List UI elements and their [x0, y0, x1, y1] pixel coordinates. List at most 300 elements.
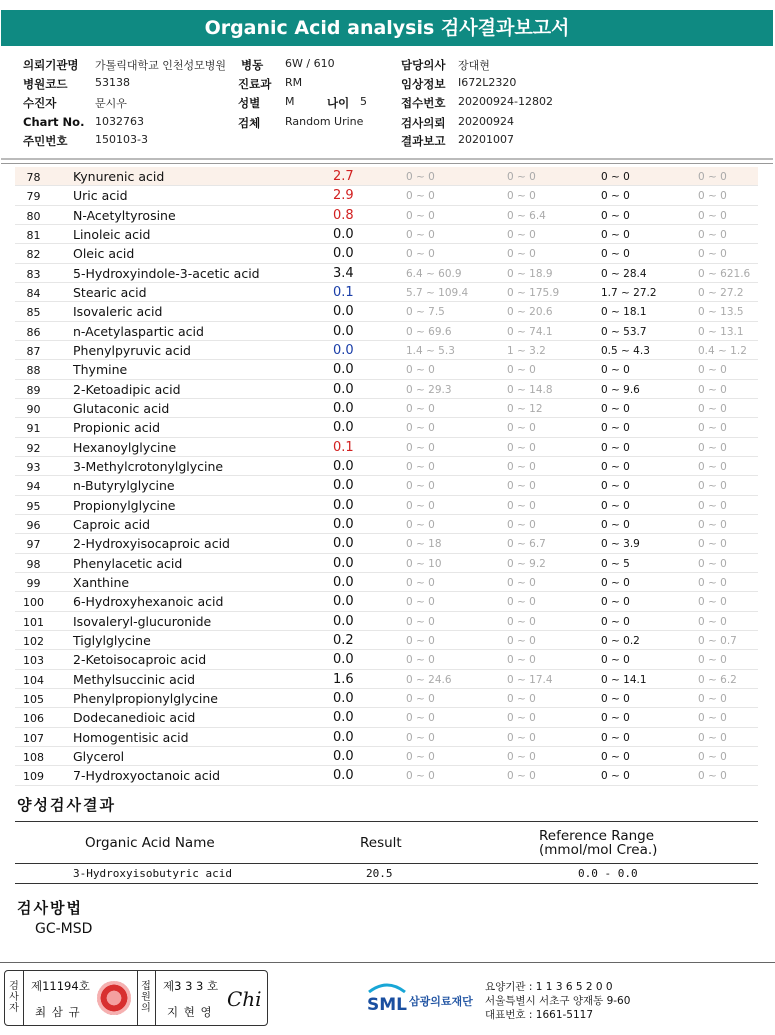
reference-range: 0 ~ 0 — [698, 383, 727, 396]
result-value: 0.0 — [333, 613, 354, 629]
compound-name: Dodecanedioic acid — [73, 710, 196, 726]
reference-range: 0 ~ 0 — [698, 480, 727, 493]
reference-range: 0 ~ 0 — [698, 499, 727, 512]
reference-range: 0 ~ 0 — [406, 422, 435, 435]
result-row — [15, 457, 758, 476]
reference-range: 0 ~ 0 — [507, 171, 536, 183]
reference-range: 0 ~ 0.7 — [698, 634, 737, 647]
compound-name: Glycerol — [73, 748, 125, 764]
reference-range: 5.7 ~ 109.4 — [406, 286, 469, 299]
row-number: 90 — [26, 402, 41, 416]
reference-range: 0 ~ 5 — [601, 557, 630, 570]
compound-name: Propionic acid — [73, 420, 161, 436]
result-value: 0.0 — [333, 748, 354, 764]
reference-range: 0 ~ 0 — [601, 228, 630, 241]
reference-range: 0 ~ 0 — [406, 770, 435, 783]
compound-name: Kynurenic acid — [73, 169, 165, 184]
result-value: 0.0 — [333, 342, 354, 358]
reference-range: 0 ~ 0 — [698, 209, 727, 222]
result-row — [15, 631, 758, 650]
reference-range: 0 ~ 6.4 — [507, 209, 546, 222]
result-value: 0.0 — [333, 226, 354, 242]
reference-range: 0 ~ 0 — [507, 576, 536, 589]
row-number: 99 — [26, 576, 41, 590]
reference-range: 0 ~ 0 — [406, 441, 435, 454]
result-row — [15, 225, 758, 244]
reference-range: 0 ~ 0 — [601, 171, 630, 183]
reference-range: 0 ~ 175.9 — [507, 286, 560, 299]
positive-section-title: 양성검사결과 — [17, 796, 116, 814]
institution-label: 의뢰기관명 — [23, 58, 79, 72]
signature-mark: Chi — [227, 987, 262, 1011]
reference-range: 0 ~ 0 — [698, 228, 727, 241]
sex-label: 성별 — [238, 96, 261, 110]
reference-range: 0 ~ 0 — [507, 499, 536, 512]
reference-range: 0 ~ 0 — [406, 248, 435, 261]
row-number: 80 — [26, 209, 41, 223]
result-value: 2.7 — [333, 169, 354, 184]
row-number: 108 — [23, 750, 44, 764]
result-value: 0.0 — [333, 400, 354, 416]
compound-name: 2-Ketoisocaproic acid — [73, 652, 207, 668]
reference-range: 0 ~ 0 — [507, 460, 536, 473]
reference-range: 0 ~ 0 — [406, 712, 435, 725]
row-number: 100 — [23, 596, 44, 610]
row-number: 92 — [26, 441, 41, 455]
result-row — [15, 766, 758, 785]
reference-range: 0 ~ 9.6 — [601, 383, 640, 396]
row-number: 86 — [26, 325, 41, 339]
reference-range: 0 ~ 0 — [406, 518, 435, 531]
age-value: 5 — [360, 95, 367, 108]
result-row — [15, 496, 758, 515]
result-value: 0.0 — [333, 381, 354, 397]
positive-name: 3-Hydroxyisobutyric acid — [73, 867, 232, 880]
reference-range: 0 ~ 0 — [601, 770, 630, 783]
col-range-unit: (mmol/mol Crea.) — [539, 842, 658, 858]
seal-icon — [97, 981, 131, 1015]
reference-range: 0 ~ 14.8 — [507, 383, 553, 396]
clinical-label: 임상정보 — [401, 77, 446, 91]
result-row — [15, 592, 758, 611]
reference-range: 0 ~ 0 — [601, 576, 630, 589]
compound-name: Isovaleric acid — [73, 304, 163, 320]
compound-name: Phenylpyruvic acid — [73, 342, 191, 358]
reference-range: 0 ~ 0 — [698, 692, 727, 705]
reference-range: 0 ~ 0 — [406, 499, 435, 512]
result-value: 0.0 — [333, 516, 354, 532]
row-number: 107 — [23, 731, 44, 745]
reference-range: 0 ~ 0 — [406, 750, 435, 763]
reference-range: 0 ~ 9.2 — [507, 557, 546, 570]
chart-label: Chart No. — [23, 115, 85, 129]
row-number: 109 — [23, 770, 44, 784]
signature-box — [4, 970, 268, 1026]
request-value: 20200924 — [458, 115, 514, 128]
reference-range: 0 ~ 0 — [698, 615, 727, 628]
reference-range: 0 ~ 0 — [698, 557, 727, 570]
hospital-code-value: 53138 — [95, 76, 130, 89]
reference-range: 0 ~ 0 — [698, 402, 727, 415]
doctor-value: 장대현 — [458, 59, 490, 72]
row-number: 78 — [26, 171, 41, 184]
org-name: 삼광의료재단 — [409, 995, 473, 1008]
compound-name: Caproic acid — [73, 516, 151, 532]
reference-range: 0 ~ 0 — [698, 731, 727, 744]
corp-info — [485, 980, 630, 1022]
info-divider — [1, 158, 773, 164]
specimen-value: Random Urine — [285, 115, 364, 128]
reference-range: 0 ~ 0 — [601, 190, 630, 203]
compound-name: 2-Ketoadipic acid — [73, 381, 181, 397]
reference-range: 0 ~ 0 — [698, 364, 727, 377]
reviewer-license: 제3 3 3 호 — [163, 979, 219, 993]
reference-range: 0 ~ 0 — [406, 480, 435, 493]
examiner-license: 제11194호 — [31, 979, 90, 993]
row-number: 91 — [26, 422, 41, 436]
examiner-name: 최 삼 규 — [35, 1005, 81, 1019]
reference-range: 0 ~ 0 — [406, 228, 435, 241]
receipt-label: 접수번호 — [401, 96, 446, 110]
patient-label: 수진자 — [23, 96, 57, 110]
row-number: 79 — [26, 190, 41, 204]
result-value: 0.0 — [333, 246, 354, 262]
result-value: 0.0 — [333, 304, 354, 320]
result-row — [15, 322, 758, 341]
hospital-code-label: 병원코드 — [23, 77, 68, 91]
reference-range: 0 ~ 12 — [507, 402, 543, 415]
reference-range: 0 ~ 0 — [507, 248, 536, 261]
compound-name: N-Acetyltyrosine — [73, 207, 176, 223]
corp-line: 서울특별시 서초구 양재동 9-60 — [485, 995, 631, 1007]
reference-range: 0 ~ 0 — [698, 538, 727, 551]
reference-range: 0 ~ 10 — [406, 557, 442, 570]
reference-range: 0 ~ 0 — [601, 654, 630, 667]
compound-name: Uric acid — [73, 188, 128, 204]
compound-name: Propionylglycine — [73, 497, 176, 513]
patient-info — [0, 52, 775, 160]
corp-line: 요양기관 : 1 1 3 6 5 2 0 0 — [485, 981, 613, 993]
col-result-header: Result — [360, 835, 402, 851]
result-value: 0.0 — [333, 690, 354, 706]
result-value: 1.6 — [333, 671, 354, 687]
row-number: 105 — [23, 692, 44, 706]
reference-range: 0 ~ 0 — [406, 654, 435, 667]
result-value: 0.0 — [333, 536, 354, 552]
result-row — [15, 264, 758, 283]
reference-range: 0 ~ 20.6 — [507, 306, 553, 319]
reference-range: 0 ~ 621.6 — [698, 267, 751, 280]
box-divider — [155, 971, 156, 1025]
institution-value: 가톨릭대학교 인천성모병원 — [95, 59, 227, 72]
positive-table-header — [15, 822, 758, 864]
dept-value: RM — [285, 76, 303, 89]
method-title: 검사방법 — [17, 899, 83, 917]
result-value: 0.0 — [333, 420, 354, 436]
reference-range: 0 ~ 0 — [406, 190, 435, 203]
compound-name: 6-Hydroxyhexanoic acid — [73, 594, 224, 610]
reference-range: 0 ~ 0 — [507, 518, 536, 531]
result-row — [15, 573, 758, 592]
reference-range: 0 ~ 0 — [601, 596, 630, 609]
row-number: 101 — [23, 615, 44, 629]
reference-range: 0 ~ 0 — [601, 692, 630, 705]
reference-range: 0 ~ 0 — [507, 770, 536, 783]
compound-name: Linoleic acid — [73, 226, 151, 242]
row-number: 104 — [23, 673, 44, 687]
reviewer-name: 지 현 영 — [167, 1005, 213, 1019]
result-row — [15, 341, 758, 360]
result-value: 0.0 — [333, 362, 354, 378]
report-value: 20201007 — [458, 133, 514, 146]
row-number: 82 — [26, 248, 41, 262]
reference-range: 0 ~ 0 — [698, 441, 727, 454]
compound-name: Tiglylglycine — [73, 632, 151, 648]
reference-range: 0 ~ 18.1 — [601, 306, 647, 319]
compound-name: Isovaleryl-glucuronide — [73, 613, 212, 629]
reference-range: 0 ~ 74.1 — [507, 325, 553, 338]
compound-name: Thymine — [73, 362, 128, 378]
row-number: 83 — [26, 267, 41, 281]
reference-range: 0 ~ 0 — [601, 422, 630, 435]
reference-range: 0 ~ 0 — [406, 634, 435, 647]
reference-range: 0 ~ 0 — [406, 171, 435, 183]
report-label: 결과보고 — [401, 134, 446, 148]
result-row — [15, 206, 758, 225]
reference-range: 0 ~ 0 — [601, 712, 630, 725]
reference-range: 0 ~ 0 — [507, 634, 536, 647]
result-row — [15, 476, 758, 495]
reference-range: 0 ~ 53.7 — [601, 325, 647, 338]
ward-value: 6W / 610 — [285, 57, 335, 70]
result-value: 3.4 — [333, 265, 354, 281]
reference-range: 0 ~ 0 — [601, 248, 630, 261]
compound-name: Phenylacetic acid — [73, 555, 183, 571]
logo-text: SML — [367, 995, 407, 1015]
ward-label: 병동 — [241, 58, 264, 72]
reference-range: 6.4 ~ 60.9 — [406, 267, 462, 280]
receipt-value: 20200924-12802 — [458, 95, 553, 108]
reference-range: 0 ~ 27.2 — [698, 286, 744, 299]
reference-range: 0 ~ 0 — [406, 731, 435, 744]
report-title: Organic Acid analysis 검사결과보고서 — [1, 10, 773, 46]
result-row — [15, 554, 758, 573]
reference-range: 0 ~ 18 — [406, 538, 442, 551]
result-value: 0.0 — [333, 497, 354, 513]
result-value: 0.0 — [333, 574, 354, 590]
result-value: 0.0 — [333, 768, 354, 784]
result-row — [15, 650, 758, 669]
reference-range: 0 ~ 0 — [507, 654, 536, 667]
compound-name: Xanthine — [73, 574, 130, 590]
patient-value: 문시우 — [95, 97, 127, 110]
reference-range: 0 ~ 0 — [406, 460, 435, 473]
result-value: 0.1 — [333, 439, 354, 455]
row-number: 97 — [26, 538, 41, 552]
result-value: 0.0 — [333, 323, 354, 339]
result-row — [15, 167, 758, 186]
reference-range: 0 ~ 0 — [507, 692, 536, 705]
positive-range: 0.0 - 0.0 — [578, 867, 638, 880]
result-value: 0.0 — [333, 710, 354, 726]
positive-result: 20.5 — [366, 867, 393, 880]
reference-range: 0 ~ 0 — [601, 518, 630, 531]
reference-range: 0 ~ 0 — [406, 364, 435, 377]
reference-range: 0 ~ 69.6 — [406, 325, 452, 338]
result-value: 0.0 — [333, 594, 354, 610]
reference-range: 0 ~ 0 — [507, 750, 536, 763]
reference-range: 0 ~ 6.2 — [698, 673, 737, 686]
compound-name: Methylsuccinic acid — [73, 671, 196, 687]
result-row — [15, 399, 758, 418]
reference-range: 0 ~ 0 — [507, 228, 536, 241]
results-table — [15, 167, 758, 786]
corp-line: 대표번호 : 1661-5117 — [485, 1009, 594, 1021]
reference-range: 0 ~ 0 — [406, 402, 435, 415]
reference-range: 0 ~ 0 — [601, 480, 630, 493]
reference-range: 0 ~ 0 — [507, 712, 536, 725]
reference-range: 0 ~ 24.6 — [406, 673, 452, 686]
col-range-header: Reference Range — [539, 828, 655, 844]
result-value: 0.8 — [333, 207, 354, 223]
result-row — [15, 418, 758, 437]
clinical-value: I672L2320 — [458, 76, 517, 89]
result-value: 2.9 — [333, 188, 354, 204]
reference-range: 0 ~ 0 — [406, 209, 435, 222]
positive-table — [15, 821, 758, 884]
row-number: 106 — [23, 712, 44, 726]
reference-range: 0 ~ 0 — [601, 731, 630, 744]
compound-name: 2-Hydroxyisocaproic acid — [73, 536, 230, 552]
result-row — [15, 186, 758, 205]
reference-range: 0 ~ 28.4 — [601, 267, 647, 280]
reference-range: 0 ~ 0 — [698, 422, 727, 435]
chart-value: 1032763 — [95, 115, 144, 128]
reference-range: 0 ~ 17.4 — [507, 673, 553, 686]
reference-range: 0 ~ 0 — [507, 422, 536, 435]
rrn-label: 주민번호 — [23, 134, 68, 148]
result-row — [15, 515, 758, 534]
result-row — [15, 380, 758, 399]
reference-range: 0 ~ 0 — [698, 460, 727, 473]
reference-range: 0 ~ 0 — [507, 441, 536, 454]
reference-range: 0 ~ 0 — [601, 460, 630, 473]
result-value: 0.2 — [333, 632, 354, 648]
row-number: 103 — [23, 654, 44, 668]
reference-range: 0 ~ 0 — [698, 576, 727, 589]
row-number: 88 — [26, 364, 41, 378]
reference-range: 0 ~ 0 — [507, 364, 536, 377]
reference-range: 0 ~ 0 — [698, 596, 727, 609]
row-number: 87 — [26, 344, 41, 358]
result-row — [15, 360, 758, 379]
row-number: 94 — [26, 480, 41, 494]
reference-range: 0 ~ 0 — [601, 750, 630, 763]
reference-range: 0 ~ 0 — [698, 770, 727, 783]
reference-range: 0 ~ 0 — [507, 480, 536, 493]
reference-range: 0 ~ 0 — [698, 654, 727, 667]
reference-range: 0 ~ 0 — [601, 209, 630, 222]
reference-range: 1 ~ 3.2 — [507, 344, 546, 357]
box-divider — [23, 971, 24, 1025]
result-value: 0.0 — [333, 555, 354, 571]
sex-value: M — [285, 95, 295, 108]
compound-name: Phenylpropionylglycine — [73, 690, 219, 706]
compound-name: Oleic acid — [73, 246, 135, 262]
reference-range: 0 ~ 0 — [601, 402, 630, 415]
reference-range: 1.4 ~ 5.3 — [406, 344, 455, 357]
compound-name: n-Butyrylglycine — [73, 478, 175, 494]
row-number: 102 — [23, 634, 44, 648]
rrn-value: 150103-3 — [95, 133, 148, 146]
reference-range: 0 ~ 0 — [698, 248, 727, 261]
reference-range: 0 ~ 13.5 — [698, 306, 744, 319]
reference-range: 0 ~ 18.9 — [507, 267, 553, 280]
dept-label: 진료과 — [238, 77, 272, 91]
reference-range: 0.4 ~ 1.2 — [698, 344, 747, 357]
compound-name: n-Acetylaspartic acid — [73, 323, 204, 339]
compound-name: 7-Hydroxyoctanoic acid — [73, 768, 221, 784]
reference-range: 0 ~ 0 — [507, 190, 536, 203]
reference-range: 0 ~ 0 — [698, 712, 727, 725]
method-value: GC-MSD — [35, 921, 93, 937]
reference-range: 0 ~ 0 — [406, 692, 435, 705]
reference-range: 0 ~ 0 — [601, 441, 630, 454]
row-number: 85 — [26, 306, 41, 320]
compound-name: Stearic acid — [73, 284, 147, 300]
row-number: 96 — [26, 518, 41, 532]
row-number: 89 — [26, 383, 41, 397]
result-row — [15, 670, 758, 689]
result-row — [15, 747, 758, 766]
footer-divider — [0, 962, 775, 963]
positive-row — [15, 864, 758, 884]
compound-name: Homogentisic acid — [73, 729, 189, 745]
reference-range: 0 ~ 0 — [406, 615, 435, 628]
reference-range: 0 ~ 0 — [601, 615, 630, 628]
compound-name: 5-Hydroxyindole-3-acetic acid — [73, 265, 260, 281]
result-row — [15, 534, 758, 553]
request-label: 검사의뢰 — [401, 116, 446, 130]
row-number: 84 — [26, 286, 41, 300]
box-divider — [137, 971, 138, 1025]
col-name-header: Organic Acid Name — [85, 835, 215, 851]
reference-range: 0 ~ 3.9 — [601, 538, 640, 551]
result-value: 0.0 — [333, 478, 354, 494]
reference-range: 0.5 ~ 4.3 — [601, 344, 650, 357]
reference-range: 0 ~ 0 — [601, 364, 630, 377]
compound-name: Hexanoylglycine — [73, 439, 177, 455]
compound-name: Glutaconic acid — [73, 400, 170, 416]
reference-range: 0 ~ 0 — [507, 615, 536, 628]
reference-range: 0 ~ 0 — [698, 750, 727, 763]
reference-range: 0 ~ 29.3 — [406, 383, 452, 396]
row-number: 98 — [26, 557, 41, 571]
reference-range: 0 ~ 0 — [406, 596, 435, 609]
result-value: 0.1 — [333, 284, 354, 300]
compound-name: 3-Methylcrotonylglycine — [73, 458, 224, 474]
result-value: 0.0 — [333, 652, 354, 668]
reference-range: 0 ~ 6.7 — [507, 538, 546, 551]
result-row — [15, 302, 758, 321]
reference-range: 1.7 ~ 27.2 — [601, 286, 657, 299]
age-label: 나이 — [327, 96, 350, 110]
reviewer-label: 접원의 — [141, 981, 151, 1014]
reference-range: 0 ~ 0.2 — [601, 634, 640, 647]
specimen-label: 검체 — [238, 116, 261, 130]
row-number: 81 — [26, 228, 41, 242]
result-row — [15, 728, 758, 747]
